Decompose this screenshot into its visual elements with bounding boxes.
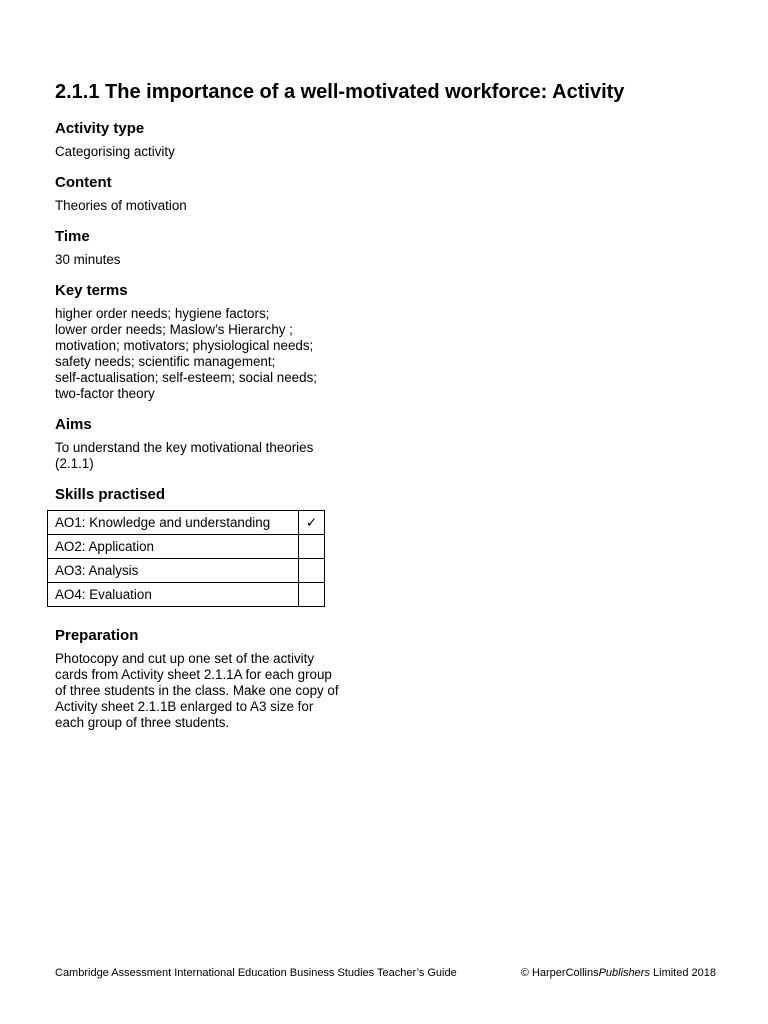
- skill-label: AO4: Evaluation: [48, 583, 299, 607]
- footer-publisher: © HarperCollins: [520, 967, 599, 979]
- content-text: Theories of motivation: [55, 198, 187, 213]
- preparation-heading: Preparation: [55, 627, 139, 644]
- key-terms-line: higher order needs; hygiene factors;: [55, 306, 270, 321]
- key-terms-section: [55, 282, 715, 402]
- time-section: [55, 228, 715, 268]
- skill-check-cell: [299, 535, 325, 559]
- skills-table: [47, 510, 325, 607]
- table-row: [48, 511, 325, 535]
- footer-copyright: [521, 966, 716, 980]
- content-heading: Content: [55, 174, 112, 191]
- skill-check-cell: [299, 559, 325, 583]
- aims-section: [55, 416, 715, 472]
- key-terms-line: motivation; motivators; physiological needs;: [55, 338, 314, 353]
- skill-check-cell: [299, 583, 325, 607]
- table-row: [48, 535, 325, 559]
- table-row: [48, 559, 325, 583]
- content-section: [55, 174, 715, 214]
- time-heading: Time: [55, 228, 90, 245]
- skill-check-cell: ✓: [299, 511, 325, 535]
- preparation-line: of three students in the class. Make one copy of: [55, 683, 339, 698]
- aims-text: [55, 440, 360, 472]
- skill-label: AO3: Analysis: [48, 559, 299, 583]
- skill-label: AO2: Application: [48, 535, 299, 559]
- activity-type-text: Categorising activity: [55, 144, 175, 159]
- preparation-line: each group of three students.: [55, 715, 230, 730]
- preparation-line: Activity sheet 2.1.1B enlarged to A3 size for: [55, 699, 314, 714]
- footer-year: Limited 2018: [649, 967, 716, 979]
- key-terms-heading: Key terms: [55, 282, 128, 299]
- skill-label: AO1: Knowledge and understanding: [48, 511, 299, 535]
- preparation-section: [55, 627, 715, 731]
- footer-publisher-italic: Publishers: [598, 967, 650, 979]
- skills-heading: Skills practised: [55, 486, 166, 503]
- key-terms-line: self-actualisation; self-esteem; social needs;: [55, 370, 317, 385]
- skills-section: [55, 486, 715, 607]
- activity-type-section: [55, 120, 715, 160]
- table-row: [48, 583, 325, 607]
- document-page: [55, 80, 715, 745]
- key-terms-line: two-factor theory: [55, 386, 155, 401]
- page-title: 2.1.1 The importance of a well-motivated workforce: Activity: [55, 81, 625, 103]
- aims-line: To understand the key motivational theories: [55, 440, 314, 455]
- key-terms-line: safety needs; scientific management;: [55, 354, 276, 369]
- activity-type-heading: Activity type: [55, 120, 145, 137]
- preparation-line: Photocopy and cut up one set of the activity: [55, 651, 315, 666]
- time-text: 30 minutes: [55, 252, 121, 267]
- aims-heading: Aims: [55, 416, 92, 433]
- footer-left-text: Cambridge Assessment International Education Business Studies Teacher’s Guide: [55, 967, 457, 979]
- key-terms-text: [55, 306, 360, 402]
- preparation-text: [55, 651, 360, 731]
- aims-line: (2.1.1): [55, 456, 94, 471]
- preparation-line: cards from Activity sheet 2.1.1A for each group: [55, 667, 332, 682]
- key-terms-line: lower order needs; Maslow’s Hierarchy ;: [55, 322, 293, 337]
